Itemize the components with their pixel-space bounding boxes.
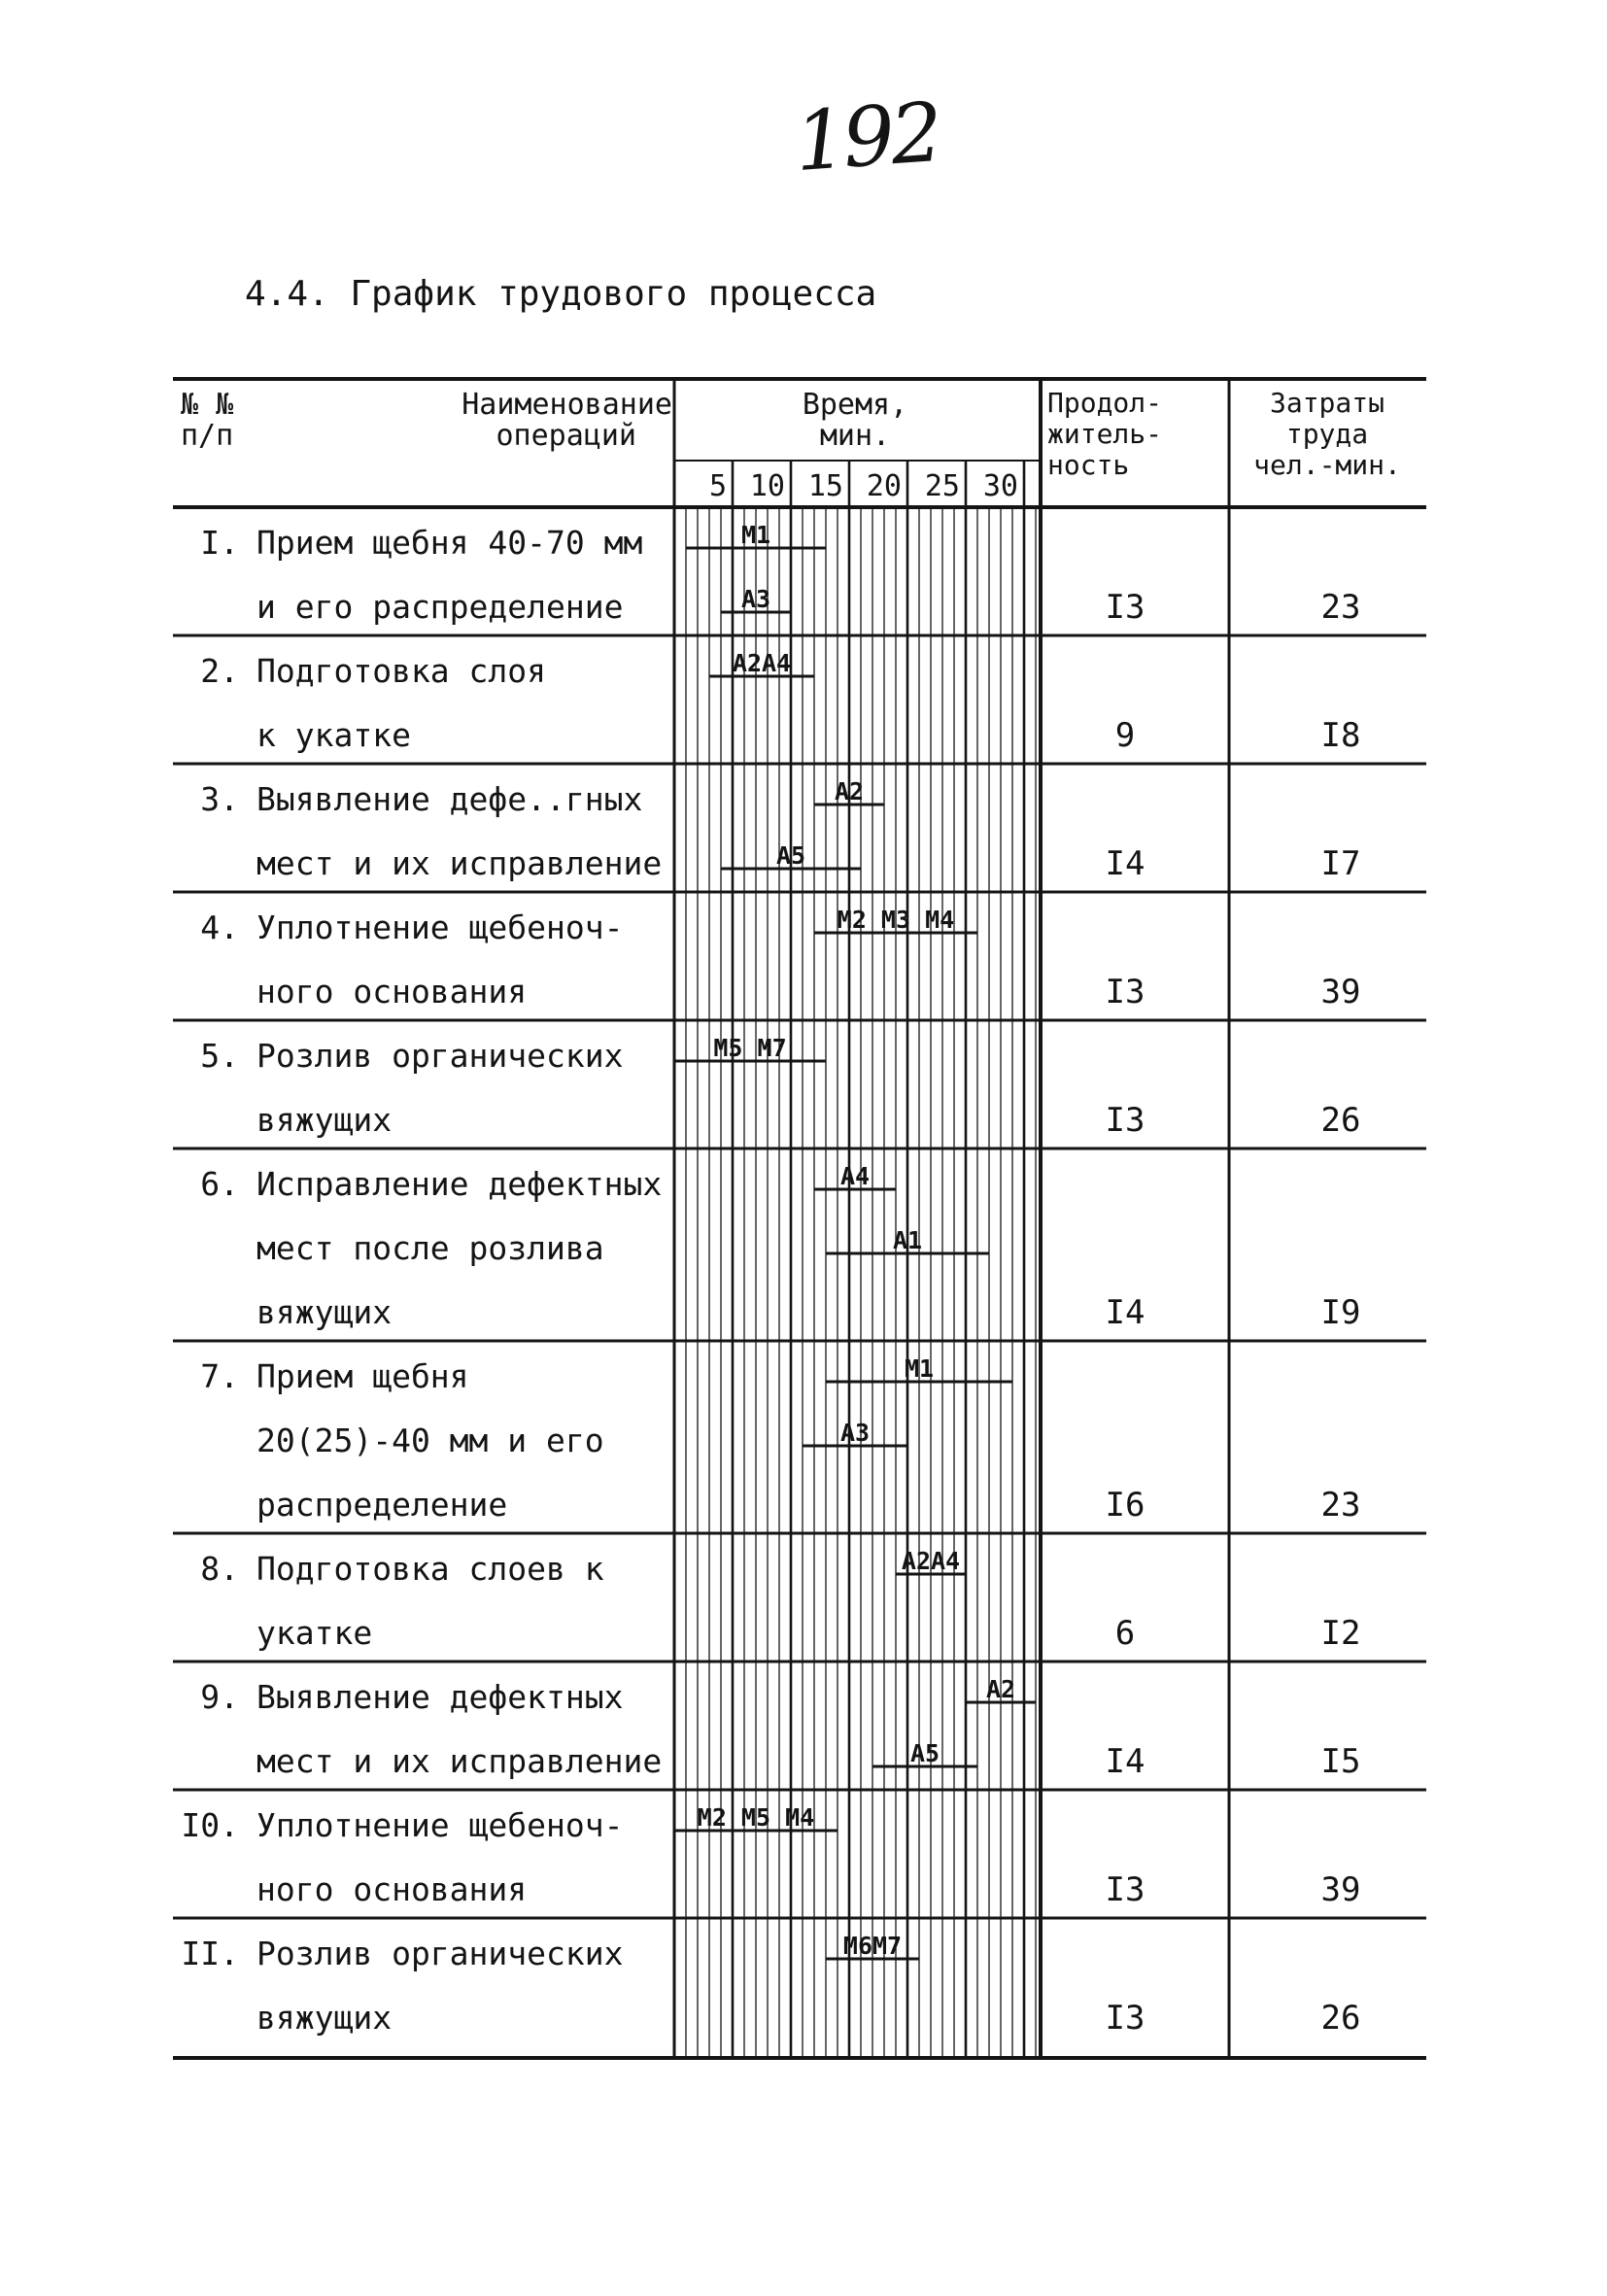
row-number: 7. xyxy=(200,1357,239,1395)
duration-value: I4 xyxy=(1105,1293,1145,1332)
header-time-ticks xyxy=(709,461,1024,507)
labor-value: I8 xyxy=(1320,716,1361,755)
gantt-bar-label: М1 xyxy=(904,1354,935,1383)
gantt-bar-label: А2А4 xyxy=(732,649,792,677)
header-labor-line-2: труда xyxy=(1285,418,1369,450)
gantt-bar-label: А5 xyxy=(909,1739,940,1767)
row-number: I0. xyxy=(181,1806,239,1844)
duration-value: I3 xyxy=(1105,588,1145,627)
table-row xyxy=(200,1547,1360,1653)
row-number: 2. xyxy=(200,652,239,690)
table-row xyxy=(181,1932,1360,2038)
header-no-line-1: № № xyxy=(181,388,234,422)
gantt-bar-label: А2А4 xyxy=(901,1547,961,1575)
time-tick-label: 5 xyxy=(708,469,727,503)
header-duration-line-3: ность xyxy=(1047,449,1130,481)
operation-name-line: укатке xyxy=(256,1614,373,1652)
operation-name-line: Уплотнение щебеноч- xyxy=(256,1806,624,1844)
header-labor xyxy=(1253,387,1401,481)
operation-name-line: и его распределение xyxy=(256,588,624,626)
labor-value: 26 xyxy=(1320,1101,1361,1140)
gantt-bar-label: М1 xyxy=(740,521,771,549)
operation-name-line: Уплотнение щебеноч- xyxy=(256,908,624,946)
gantt-bar-label: М2 М3 М4 xyxy=(837,906,955,934)
duration-value: I3 xyxy=(1105,1101,1145,1140)
time-tick-label: 30 xyxy=(982,469,1018,503)
section-title: 4.4. График трудового процесса xyxy=(245,274,877,314)
gantt-bar-label: А3 xyxy=(740,585,771,613)
row-number: II. xyxy=(181,1935,239,1972)
operation-name-line: Прием щебня xyxy=(256,1357,469,1395)
operation-name-line: Розлив органических xyxy=(256,1935,624,1972)
row-number: 6. xyxy=(200,1165,239,1203)
operation-name-line: Исправление дефектных xyxy=(256,1165,663,1203)
duration-value: I4 xyxy=(1105,844,1145,883)
row-number: 5. xyxy=(200,1037,239,1075)
table-row xyxy=(200,1354,1360,1525)
header-name-line-2: операций xyxy=(496,419,636,453)
operation-name-line: мест и их исправление xyxy=(256,1742,663,1780)
header-duration-line-2: житель- xyxy=(1047,418,1163,450)
header-no xyxy=(181,388,233,453)
table-body xyxy=(173,521,1426,2038)
header-time xyxy=(803,388,907,453)
duration-value: 6 xyxy=(1114,1614,1136,1653)
labor-value: 39 xyxy=(1320,973,1361,1011)
gantt-bar-label: А4 xyxy=(839,1162,871,1190)
header-duration xyxy=(1047,387,1162,481)
operation-name-line: ного основания xyxy=(256,1870,528,1908)
gantt-bar-label: А2 xyxy=(985,1675,1016,1703)
row-number: I. xyxy=(200,524,239,562)
labor-value: I7 xyxy=(1320,844,1361,883)
row-number: 8. xyxy=(200,1550,239,1588)
labor-value: 39 xyxy=(1320,1870,1361,1909)
page-number: 192 xyxy=(791,84,942,190)
operation-name-line: к укатке xyxy=(256,716,411,754)
header-duration-line-1: Продол- xyxy=(1047,387,1163,419)
labor-value: I2 xyxy=(1320,1614,1361,1653)
labor-value: I5 xyxy=(1320,1742,1361,1781)
header-labor-line-3: чел.-мин. xyxy=(1253,449,1401,481)
operation-name-line: Розлив органических xyxy=(256,1037,624,1075)
labor-value: 23 xyxy=(1320,1486,1361,1525)
operation-name-line: распределение xyxy=(256,1486,508,1524)
operation-name-line: вяжущих xyxy=(256,1101,393,1139)
operation-name-line: мест после розлива xyxy=(256,1229,604,1267)
header-name-line-1: Наименование xyxy=(462,388,672,422)
gantt-bar-label: А3 xyxy=(839,1419,871,1447)
duration-value: I4 xyxy=(1105,1742,1145,1781)
table-row xyxy=(200,777,1360,883)
duration-value: I3 xyxy=(1105,1999,1145,2038)
header-labor-line-1: Затраты xyxy=(1269,387,1385,419)
labor-value: 23 xyxy=(1320,588,1361,627)
operation-name-line: вяжущих xyxy=(256,1293,393,1331)
gantt-bar-label: М2 М5 М4 xyxy=(697,1803,815,1832)
duration-value: 9 xyxy=(1114,716,1136,755)
row-number: 4. xyxy=(200,908,239,946)
row-number: 9. xyxy=(200,1678,239,1716)
table-row xyxy=(200,906,1360,1011)
operation-name-line: 20(25)-40 мм и его xyxy=(256,1422,604,1459)
duration-value: I3 xyxy=(1105,973,1145,1011)
header-time-line-1: Время, xyxy=(802,388,908,422)
gantt-bar-label: М5 М7 xyxy=(713,1034,787,1062)
header-name xyxy=(462,388,672,453)
operation-name-line: Прием щебня 40-70 мм xyxy=(256,524,643,562)
operation-name-line: мест и их исправление xyxy=(256,844,663,882)
table-row xyxy=(181,1803,1360,1909)
header-no-line-2: п/п xyxy=(181,419,234,453)
table-row xyxy=(200,1675,1360,1781)
gantt-bar-label: М6М7 xyxy=(842,1932,903,1960)
table-row xyxy=(200,1162,1360,1332)
operation-name-line: Подготовка слоев к xyxy=(256,1550,604,1588)
duration-value: I3 xyxy=(1105,1870,1145,1909)
labor-value: 26 xyxy=(1320,1999,1361,2038)
table-row xyxy=(200,1034,1360,1140)
table-row xyxy=(200,649,1360,755)
time-tick-label: 10 xyxy=(749,469,785,503)
operation-name-line: Выявление дефе..гных xyxy=(256,780,643,818)
duration-value: I6 xyxy=(1105,1486,1145,1525)
table-row xyxy=(200,521,1360,627)
time-tick-label: 20 xyxy=(866,469,902,503)
header-time-line-2: мин. xyxy=(819,419,891,453)
labor-value: I9 xyxy=(1320,1293,1361,1332)
time-tick-label: 15 xyxy=(807,469,843,503)
time-tick-label: 25 xyxy=(924,469,960,503)
operation-name-line: Подготовка слоя xyxy=(256,652,547,690)
gantt-bar-label: А5 xyxy=(775,841,806,870)
gantt-bar-label: А2 xyxy=(834,777,865,805)
operation-name-line: Выявление дефектных xyxy=(256,1678,624,1716)
row-number: 3. xyxy=(200,780,239,818)
gantt-bar-label: А1 xyxy=(892,1226,923,1254)
operation-name-line: ного основания xyxy=(256,973,528,1011)
operation-name-line: вяжущих xyxy=(256,1999,393,2037)
